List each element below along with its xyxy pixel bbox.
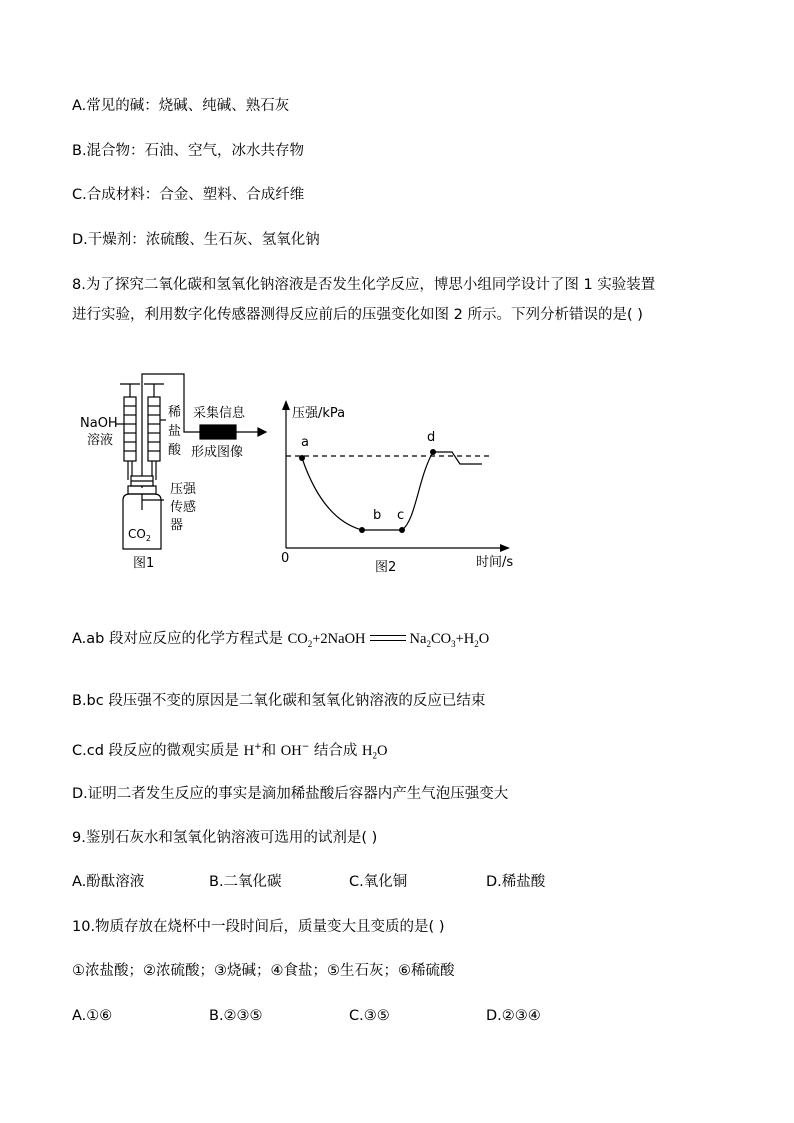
q9-option-d: D.稀盐酸	[486, 874, 546, 890]
graph-ylabel: 压强/kPa	[292, 406, 346, 421]
fig1-co2-label: $CO_2$	[128, 527, 151, 543]
q8-option-d: D.证明二者发生反应的事实是滴加稀盐酸后容器内产生气泡压强变大	[72, 786, 509, 802]
fig1-sensor-label-1: 压强	[170, 482, 197, 497]
fig1-acid-label-3: 酸	[168, 443, 182, 458]
graph-xlabel: 时间/s	[476, 555, 514, 570]
figure-2-graph	[282, 400, 510, 552]
q10-stem: 10.物质存放在烧杯中一段时间后，质量变大且变质的是( )	[72, 919, 445, 935]
q9-option-a: A.酚酞溶液	[72, 874, 145, 890]
q10-items: ①浓盐酸；②浓硫酸；③烧碱；④食盐；⑤生石灰；⑥稀硫酸	[72, 963, 455, 979]
graph-point-d	[430, 449, 436, 455]
q10-option-c: C.③⑤	[349, 1008, 390, 1024]
q7-option-b: B.混合物：石油、空气，冰水共存物	[72, 143, 305, 159]
fig1-acid-label-1: 稀	[168, 405, 182, 420]
q7-option-c: C.合成材料：合金、塑料、合成纤维	[72, 187, 305, 203]
fig1-sensor-label-3: 器	[170, 518, 184, 533]
q8-option-a-prefix: A.ab 段对应反应的化学方程式是	[72, 631, 288, 647]
figure-1-apparatus	[116, 374, 266, 549]
fig1-collect-label: 采集信息	[193, 406, 246, 421]
q9-option-b: B.二氧化碳	[209, 874, 282, 890]
graph-label-c: c	[397, 508, 405, 523]
q7-option-a: A.常见的碱：烧碱、纯碱、熟石灰	[72, 98, 290, 114]
graph-point-c	[399, 527, 405, 533]
graph-label-b: b	[373, 508, 382, 523]
q8-stem-line2: 进行实验，利用数字化传感器测得反应前后的压强变化如图 2 所示。下列分析错误的是( )	[72, 307, 643, 323]
q8-option-b: B.bc 段压强不变的原因是二氧化碳和氢氧化钠溶液的反应已结束	[72, 693, 486, 709]
graph-point-b	[359, 527, 365, 533]
q9-option-c: C.氧化铜	[349, 874, 408, 890]
fig1-solution-label: 溶液	[87, 433, 114, 448]
q10-option-b: B.②③⑤	[209, 1008, 263, 1024]
graph-label-a: a	[301, 435, 309, 450]
q8-stem-line1: 8.为了探究二氧化碳和氢氧化钠溶液是否发生化学反应，博思小组同学设计了图 1 实验装置	[72, 277, 656, 293]
fig1-form-image-label: 形成图像	[191, 445, 244, 460]
graph-point-a	[299, 455, 305, 461]
q8-option-a	[72, 629, 489, 654]
graph-caption: 图2	[375, 560, 397, 575]
fig1-acid-label-2: 盐	[168, 424, 182, 439]
q7-option-d: D.干燥剂：浓硫酸、生石灰、氢氧化钠	[72, 232, 320, 248]
q10-option-a: A.①⑥	[72, 1008, 113, 1024]
equals-sign	[370, 635, 406, 641]
fig1-caption: 图1	[133, 556, 155, 571]
q8-option-a-equation: $CO_2+2NaOH$ $Na_2CO_3+H_2O$	[287, 631, 490, 649]
q8-option-c: C.cd 段反应的微观实质是 H+和 OH− 结合成 $H_2O$	[72, 742, 388, 761]
q9-stem: 9.鉴别石灰水和氢氧化钠溶液可选用的试剂是( )	[72, 830, 378, 846]
fig1-naoh-label: NaOH	[80, 416, 118, 431]
fig1-sensor-label-2: 传感	[170, 500, 197, 515]
q10-option-d: D.②③④	[486, 1008, 541, 1024]
graph-label-d: d	[427, 430, 436, 445]
graph-origin: 0	[281, 551, 290, 566]
